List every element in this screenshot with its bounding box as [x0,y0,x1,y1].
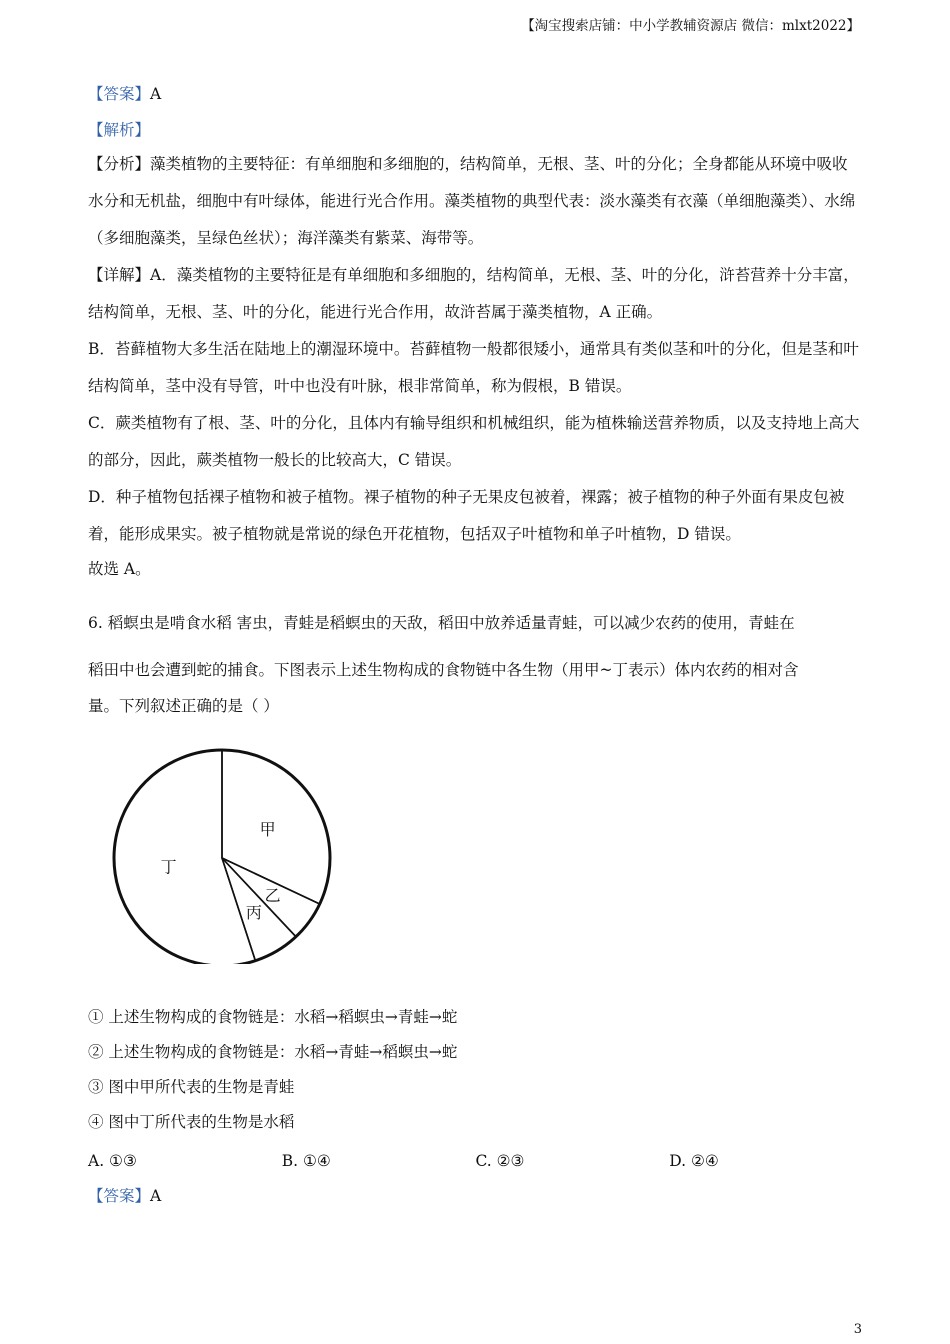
statement-3: ③ 图中甲所代表的生物是青蛙 [88,1078,295,1096]
q6-statements [88,1000,863,1214]
q6-answer-tag: 【答案】 [88,1187,151,1205]
xiangjie-tag: 【详解】 [88,266,151,284]
xiangjie-a-text: A．藻类植物的主要特征是有单细胞和多细胞的，结构简单，无根、茎、叶的分化，浒苔营养十分丰富，结构简单，无根、茎、叶的分化，能进行光合作用，故浒苔属于藻类植物，A 正确。 [88,266,859,321]
xiangjie-c-paragraph: C．蕨类植物有了根、茎、叶的分化，且体内有输导组织和机械组织，能为植株输送营养物质，以及支持地上高大的部分，因此，蕨类植物一般长的比较高大，C 错误。 [88,414,860,469]
fenxi-text: 藻类植物的主要特征：有单细胞和多细胞的，结构简单，无根、茎、叶的分化；全身都能从环境中吸收水分和无机盐，细胞中有叶绿体，能进行光合作用。藻类植物的典型代表：淡水藻类有衣藻（单细胞藻类）、水绵（多细胞藻类，呈绿色丝状）；海洋藻类有紫菜、海带等。 [88,155,856,247]
q6-answer-line [88,1178,863,1214]
option-c: C. ②③ [475,1152,525,1170]
option-b: B. ①④ [281,1152,331,1170]
xiangjie-a-paragraph [88,257,863,331]
xiangjie-b-paragraph: B．苔藓植物大多生活在陆地上的潮湿环境中。苔藓植物一般都很矮小，通常具有类似茎和叶的分化，但是茎和叶结构简单，茎中没有导管，叶中也没有叶脉，根非常简单，称为假根，B 错误。 [88,340,859,395]
statement-1: ① 上述生物构成的食物链是：水稻→稻螟虫→青蛙→蛇 [88,1008,458,1026]
pie-label-4: 丁 [160,857,177,877]
pie-svg [110,738,334,964]
q5-answer-line [88,78,863,110]
fenxi-paragraph [88,146,863,257]
pie-label-2: 乙 [264,885,281,905]
option-d: D. ②④ [669,1152,719,1170]
statement-4: ④ 图中丁所代表的生物是水稻 [88,1113,295,1131]
q5-analysis-tag-line [88,114,863,146]
option-a: A. ①③ [88,1152,137,1170]
answer-tag: 【答案】 [88,85,151,103]
document-body [88,78,863,721]
q6-stem-line1: 6. 稻螟虫是啃食水稻 害虫，青蛙是稻螟虫的天敌，稻田中放养适量青蛙，可以减少农药的使用，青蛙在 [88,614,795,632]
q6-answer-value: A [150,1187,162,1205]
answer-value: A [150,85,162,103]
statement-2: ② 上述生物构成的食物链是：水稻→青蛙→稻螟虫→蛇 [88,1043,458,1061]
analysis-tag: 【解析】 [88,121,151,139]
q6-stem-line3: 量。下列叙述正确的是（ ） [88,697,279,715]
page-header: 【淘宝搜索店铺：中小学教辅资源店 微信：mlxt2022】 [521,18,860,34]
q6-options [88,1144,863,1178]
pie-label-3: 丙 [245,902,262,922]
q5-conclusion: 故选 A。 [88,560,151,578]
page-number: 3 [853,1322,862,1337]
xiangjie-d-paragraph: D．种子植物包括裸子植物和被子植物。裸子植物的种子无果皮包被着，裸露；被子植物的种子外面有果皮包被着，能形成果实。被子植物就是常说的绿色开花植物，包括双子叶植物和单子叶植物，D 错误。 [88,488,845,543]
pesticide-pie-chart [110,738,334,964]
q6-stem-line2: 稻田中也会遭到蛇的捕食。下图表示上述生物构成的食物链中各生物（用甲~丁表示）体内农药的相对含 [88,661,799,679]
fenxi-tag: 【分析】 [88,155,151,173]
pie-label-1: 甲 [259,820,276,840]
